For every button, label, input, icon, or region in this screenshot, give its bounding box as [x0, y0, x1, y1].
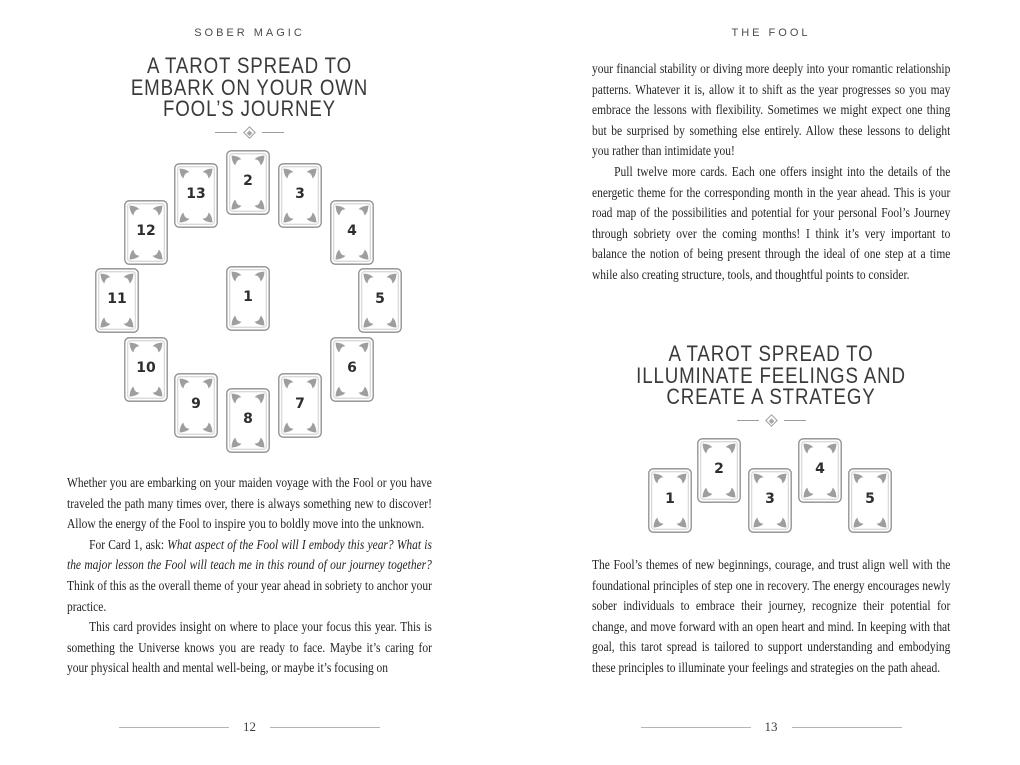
- title-line: CREATE A STRATEGY: [666, 384, 876, 409]
- card-number: 13: [186, 185, 206, 202]
- card-number: 8: [243, 410, 253, 427]
- card-number: 3: [765, 490, 775, 507]
- tarot-card-position-8: [226, 388, 270, 453]
- tarot-card-position-1: [648, 468, 692, 533]
- title-line: A TAROT SPREAD TO: [668, 341, 874, 366]
- section-title-illuminate-feelings: [619, 343, 923, 408]
- diamond-ornament-icon: [243, 126, 256, 139]
- divider-line: [215, 132, 237, 133]
- section-divider: [67, 128, 432, 137]
- tarot-card-position-6: [330, 337, 374, 402]
- card-number: 4: [347, 222, 357, 239]
- page-number: 12: [243, 719, 256, 734]
- page-footer: [592, 719, 950, 735]
- paragraph-italic-question: What aspect of the Fool will I embody this year? What is the major lesson the Fool will teach me in this round of our journey together?: [67, 537, 432, 574]
- tarot-card-position-3: [278, 163, 322, 228]
- card-number: 4: [815, 460, 825, 477]
- paragraph: [67, 536, 432, 618]
- tarot-card-position-4: [798, 438, 842, 503]
- title-line: ILLUMINATE FEELINGS AND: [636, 362, 906, 388]
- card-number: 1: [243, 288, 253, 305]
- card-number: 1: [665, 490, 675, 507]
- footer-rule: [119, 727, 229, 728]
- right-page-body-text-top: [592, 60, 950, 287]
- paragraph: your financial stability or diving more deeply into your romantic relationship patterns. Whatever it is, allow it to shift as the year progresses so you may embrace the lessons with flexibility. Sometimes we might expect one thing but be surprised by something else entirely. Allow these lessons to delight you rather than intimidate you!: [592, 62, 951, 160]
- title-line: FOOL’S JOURNEY: [163, 96, 336, 121]
- right-book-page: [510, 0, 1020, 765]
- divider-line: [737, 420, 759, 421]
- page-footer: [67, 719, 432, 735]
- paragraph: This card provides insight on where to place your focus this year. This is something the Universe knows you are ready to face. Maybe it’s caring for your physical health and mental well-being, or maybe it’s focusing on: [67, 620, 432, 677]
- tarot-card-position-4: [330, 200, 374, 265]
- footer-rule: [792, 727, 902, 728]
- card-number: 2: [243, 172, 253, 189]
- divider-line: [784, 420, 806, 421]
- section-title-fools-journey: [94, 55, 404, 120]
- title-line: EMBARK ON YOUR OWN: [130, 74, 369, 100]
- tarot-card-position-11: [95, 268, 139, 333]
- paragraph-rest: Think of this as the overall theme of your year ahead in sobriety to anchor your practice.: [67, 578, 432, 615]
- card-number: 5: [865, 490, 875, 507]
- tarot-card-position-5: [358, 268, 402, 333]
- card-number: 6: [347, 359, 357, 376]
- footer-rule: [270, 727, 380, 728]
- right-page-body-text-bottom: [592, 556, 950, 680]
- tarot-card-position-1: [226, 266, 270, 331]
- paragraph: Pull twelve more cards. Each one offers insight into the details of the energetic theme for the corresponding month in the year ahead. This is your road map of the possibilities and potential for your personal Fool’s Journey through sobriety over the coming months! I think it’s very important to balance the notion of being present through the ideal of one step at a time while also creating structure, tools, and thoughtful points to consider.: [592, 164, 951, 283]
- card-number: 9: [191, 395, 201, 412]
- section-divider: [592, 416, 950, 425]
- paragraph: Whether you are embarking on your maiden voyage with the Fool or you have traveled the path many times over, there is always something new to discover! Allow the energy of the Fool to inspire you to boldly move into the unknown.: [67, 476, 432, 533]
- tarot-card-position-12: [124, 200, 168, 265]
- paragraph-lead: For Card 1, ask:: [89, 537, 168, 553]
- tarot-card-position-3: [748, 468, 792, 533]
- card-number: 12: [136, 222, 156, 239]
- card-number: 2: [714, 460, 724, 477]
- footer-rule: [641, 727, 751, 728]
- tarot-card-position-2: [697, 438, 741, 503]
- tarot-card-position-5: [848, 468, 892, 533]
- running-head-chapter-title: THE FOOL: [731, 27, 811, 39]
- tarot-card-position-13: [174, 163, 218, 228]
- diamond-ornament-icon: [765, 414, 778, 427]
- left-page-body-text: [67, 474, 432, 680]
- card-number: 5: [375, 290, 385, 307]
- tarot-card-position-2: [226, 150, 270, 215]
- paragraph: The Fool’s themes of new beginnings, courage, and trust align well with the foundational principles of step one in recovery. The energy encourages newly sober individuals to embrace their journey, recognize their potential for change, and move forward with an open heart and mind. In keeping with that goal, this tarot spread is tailored to support understanding and embodying these principles to illuminate your feelings and strategies on the path ahead.: [592, 558, 951, 676]
- card-number: 3: [295, 185, 305, 202]
- tarot-card-position-9: [174, 373, 218, 438]
- page-number: 13: [764, 719, 778, 734]
- card-number: 10: [136, 359, 156, 376]
- card-number: 11: [107, 290, 127, 307]
- tarot-card-position-10: [124, 337, 168, 402]
- divider-line: [262, 132, 284, 133]
- card-number: 7: [295, 395, 305, 412]
- tarot-card-position-7: [278, 373, 322, 438]
- title-line: A TAROT SPREAD TO: [147, 53, 352, 78]
- running-head-book-title: SOBER MAGIC: [194, 27, 305, 39]
